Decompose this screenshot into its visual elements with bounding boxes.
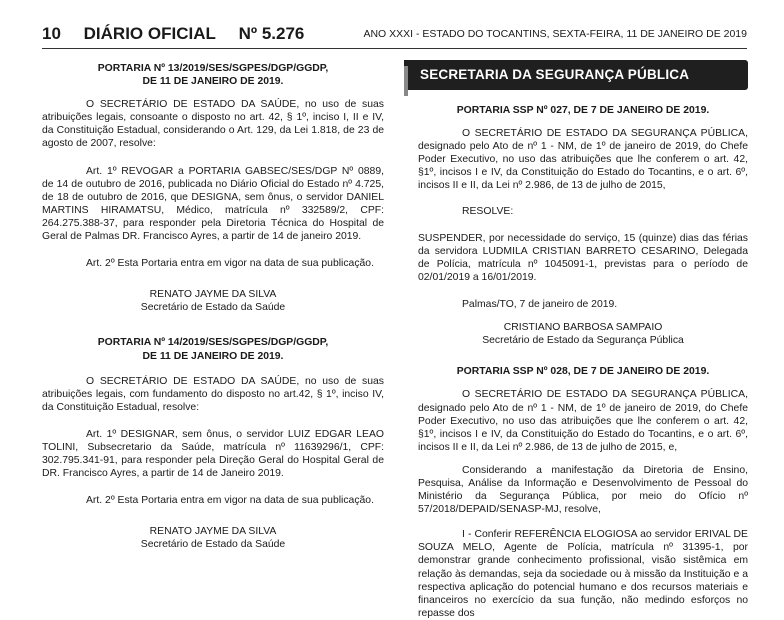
portaria-13-title-line1: PORTARIA Nº 13/2019/SES/SGPES/DGP/GGDP,	[97, 63, 329, 74]
portaria-027-body: SUSPENDER, por necessidade do serviço, 15 (quinze) dias das férias da servidora LUDMILA CRISTIAN BARRETO CESARINO, Delegada de Polícia, matrícula nº 1045091-1, previstas para o período de 02/01/2019 a 16/01/2019.	[418, 232, 748, 283]
portaria-027-signature-role: Secretário de Estado da Segurança Pública	[482, 335, 684, 347]
portaria-14-intro: O SECRETÁRIO DE ESTADO DA SAÚDE, no uso de suas atribuições legais, com fundamento do disposto no art.42, § 1º, inciso IV, da Constituição Estadual, resolve:	[42, 375, 384, 413]
publication-name: DIÁRIO OFICIAL	[83, 24, 216, 43]
portaria-028-considerando: Considerando a manifestação da Diretoria de Ensino, Pesquisa, Análise da Informação e Desenvolvimento de Pessoal do Ministério da Segurança Pública, por meio do Ofício nº 57/2018/DEPAID/SENASP-MJ, resolve,	[418, 464, 748, 516]
header-divider	[42, 48, 747, 49]
portaria-14-title-line1: PORTARIA Nº 14/2019/SES/SGPES/DGP/GGDP,	[97, 337, 329, 349]
portaria-13-signature-role: Secretário de Estado da Saúde	[140, 302, 286, 314]
portaria-027-resolve: RESOLVE:	[462, 205, 514, 217]
portaria-14-title-line2: DE 11 DE JANEIRO DE 2019.	[142, 350, 284, 362]
header-left	[42, 24, 322, 44]
portaria-14-art2: Art. 2º Esta Portaria entra em vigor na data de sua publicação.	[86, 495, 374, 507]
portaria-028-item1: I - Conferir REFERÊNCIA ELOGIOSA ao servidor ERIVAL DE SOUZA MELO, Agente de Polícia, matrícula nº 31395-1, por demonstrar grande conhecimento profissional, visão sistêmica em relação às demandas, seja da sociedade ou à missão da Instituição e a respectiva aplicação do potencial humano e dos recursos materiais e financeiros no exercício da sua função, não medindo esforços no repasse dos	[418, 529, 748, 619]
portaria-13-signature-name: RENATO JAYME DA SILVA	[149, 289, 277, 301]
portaria-027-title: PORTARIA SSP Nº 027, DE 7 DE JANEIRO DE 2019.	[456, 105, 710, 116]
portaria-027-place-date: Palmas/TO, 7 de janeiro de 2019.	[462, 299, 618, 311]
portaria-14-signature-name: RENATO JAYME DA SILVA	[149, 526, 277, 538]
header-info: ANO XXXI - ESTADO DO TOCANTINS, SEXTA-FEIRA, 11 DE JANEIRO DE 2019	[363, 28, 747, 40]
portaria-13-title-line2: DE 11 DE JANEIRO DE 2019.	[142, 76, 284, 88]
left-column	[42, 54, 384, 552]
portaria-13-art2: Art. 2º Esta Portaria entra em vigor na data de sua publicação.	[86, 258, 374, 270]
portaria-027-signature-name: CRISTIANO BARBOSA SAMPAIO	[503, 322, 663, 334]
portaria-028-intro: O SECRETÁRIO DE ESTADO DA SEGURANÇA PÚBLICA, designado pelo Ato de nº 1 - NM, de 1º de janeiro de 2019, do Chefe Poder Executivo, no uso das atribuições que lhe conferem o art. 42, §1º, incisos I e IV, da Constituição do Estado do Tocantins, e o art. 6º, incisos II e II, da Lei nº 2.986, de 13 de julho de 2015, e,	[418, 389, 748, 453]
portaria-13-intro: O SECRETÁRIO DE ESTADO DA SAÚDE, no uso de suas atribuições legais, consoante o disposto no art. 42, § 1º, inciso I, II e IV, da Constituição Estadual, considerando o Art. 129, da Lei 1.818, de 23 de agosto de 2007, resolve:	[42, 99, 384, 150]
portaria-14-art1: Art. 1º DESIGNAR, sem ônus, o servidor LUIZ EDGAR LEAO TOLINI, Subsecretario da Saúde, matrícula nº 11639296/1, CPF: 302.795.341-91, para responder pela Direção Geral do Hospital Geral de DR. Francisco Ayres, a partir de 14 de Janeiro 2019.	[42, 428, 384, 480]
page-number: 10	[42, 24, 61, 43]
portaria-027-intro: O SECRETÁRIO DE ESTADO DA SEGURANÇA PÚBLICA, designado pelo Ato de nº 1 - NM, de 1º de janeiro de 2019, do Chefe Poder Executivo, no uso das atribuições que lhe conferem o art. 42, §1º, incisos I e IV, da Constituição do Estado do Tocantins, e o art. 6º, incisos II e II, da Lei nº 2.986, de 13 de julho de 2015,	[418, 128, 748, 192]
page-header	[0, 0, 784, 50]
right-column	[418, 54, 748, 620]
issue-number: Nº 5.276	[238, 24, 305, 43]
portaria-14-signature-role: Secretário de Estado da Saúde	[140, 539, 286, 551]
portaria-13-art1: Art. 1º REVOGAR a PORTARIA GABSEC/SES/DGP Nº 0889, de 14 de outubro de 2016, publicada no Diário Oficial do Estado nº 4.725, de 18 de outubro de 2016, que DESIGNA, sem ônus, o servidor DANIEL MARTINS HIRAMATSU, Médico, matrícula nº 332589/2, CPF: 264.275.388-37, para responder pela Diretoria Técnica do Hospital de Geral de Palmas DR. Francisco Ayres, a partir de 14 de janeiro 2019.	[42, 165, 384, 243]
portaria-028-title: PORTARIA SSP Nº 028, DE 7 DE JANEIRO DE 2019.	[456, 366, 710, 378]
section-header-seguranca: SECRETARIA DA SEGURANÇA PÚBLICA	[404, 60, 748, 90]
